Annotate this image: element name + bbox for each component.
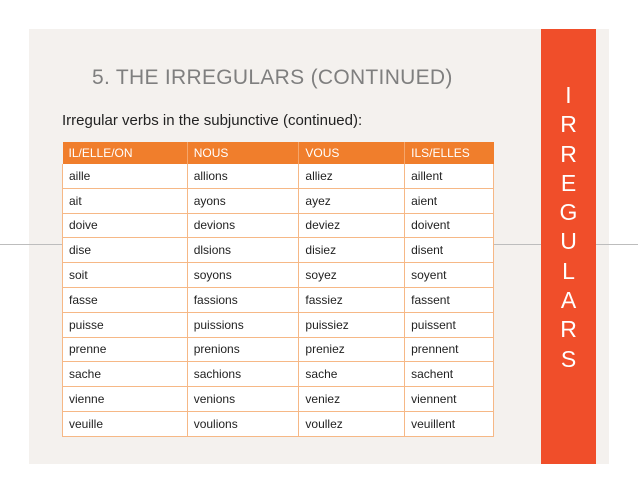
sidebar-letter: R [560,111,577,138]
table-body [63,164,494,436]
table-row [63,362,494,387]
table-cell: puisse [63,312,188,337]
table-row [63,337,494,362]
sidebar-letter: A [560,287,577,314]
table-header-row [63,142,494,164]
table-cell: viennent [405,387,494,412]
table-cell: sachions [187,362,299,387]
table-cell: preniez [299,337,405,362]
table-cell: aient [405,188,494,213]
table-cell: vienne [63,387,188,412]
table-cell: prenne [63,337,188,362]
table-row [63,188,494,213]
table-cell: soyent [405,263,494,288]
table-cell: disent [405,238,494,263]
table-cell: fassent [405,287,494,312]
table-cell: sachent [405,362,494,387]
table-cell: sache [299,362,405,387]
table-cell: dise [63,238,188,263]
table-cell: puissent [405,312,494,337]
table-cell: alliez [299,164,405,188]
table-cell: fassiez [299,287,405,312]
table-cell: ayons [187,188,299,213]
table-row [63,387,494,412]
table-row [63,312,494,337]
sidebar-letter: R [560,140,577,167]
table-cell: allions [187,164,299,188]
table-cell: fasse [63,287,188,312]
header-nous: NOUS [187,142,299,164]
irregulars-sidebar [541,29,596,464]
table-row [63,287,494,312]
sidebar-letter: R [560,316,577,343]
sidebar-letter: L [562,257,575,284]
table-cell: sache [63,362,188,387]
slide-title: 5. THE IRREGULARS (CONTINUED) [92,66,453,89]
table-cell: puissiez [299,312,405,337]
sidebar-letters [541,81,596,374]
table-cell: puissions [187,312,299,337]
table-cell: veuillent [405,411,494,436]
table-row [63,164,494,188]
table-cell: ayez [299,188,405,213]
table-cell: prenions [187,337,299,362]
table-row [63,411,494,436]
table-cell: fassions [187,287,299,312]
table-cell: voulions [187,411,299,436]
sidebar-letter: U [560,228,577,255]
table-cell: veuille [63,411,188,436]
table-row [63,238,494,263]
sidebar-letter: I [565,82,572,108]
table-cell: soyons [187,263,299,288]
slide-subtitle: Irregular verbs in the subjunctive (continued): [62,112,363,129]
table-row [63,263,494,288]
table-cell: aille [63,164,188,188]
header-vous: VOUS [299,142,405,164]
table-cell: dlsions [187,238,299,263]
table-row [63,213,494,238]
sidebar-letter: G [559,199,578,226]
table-cell: venions [187,387,299,412]
header-ils-elles: ILS/ELLES [405,142,494,164]
sidebar-letter: S [560,345,577,372]
table-cell: disiez [299,238,405,263]
table-cell: ait [63,188,188,213]
table-cell: aillent [405,164,494,188]
header-il-elle-on: IL/ELLE/ON [63,142,188,164]
table-cell: voullez [299,411,405,436]
table-cell: deviez [299,213,405,238]
table-cell: prennent [405,337,494,362]
table-cell: doive [63,213,188,238]
table-cell: doivent [405,213,494,238]
table-cell: veniez [299,387,405,412]
table-cell: soyez [299,263,405,288]
subjunctive-verb-table [62,142,494,437]
sidebar-letter: E [560,169,577,196]
table-cell: soit [63,263,188,288]
table-cell: devions [187,213,299,238]
